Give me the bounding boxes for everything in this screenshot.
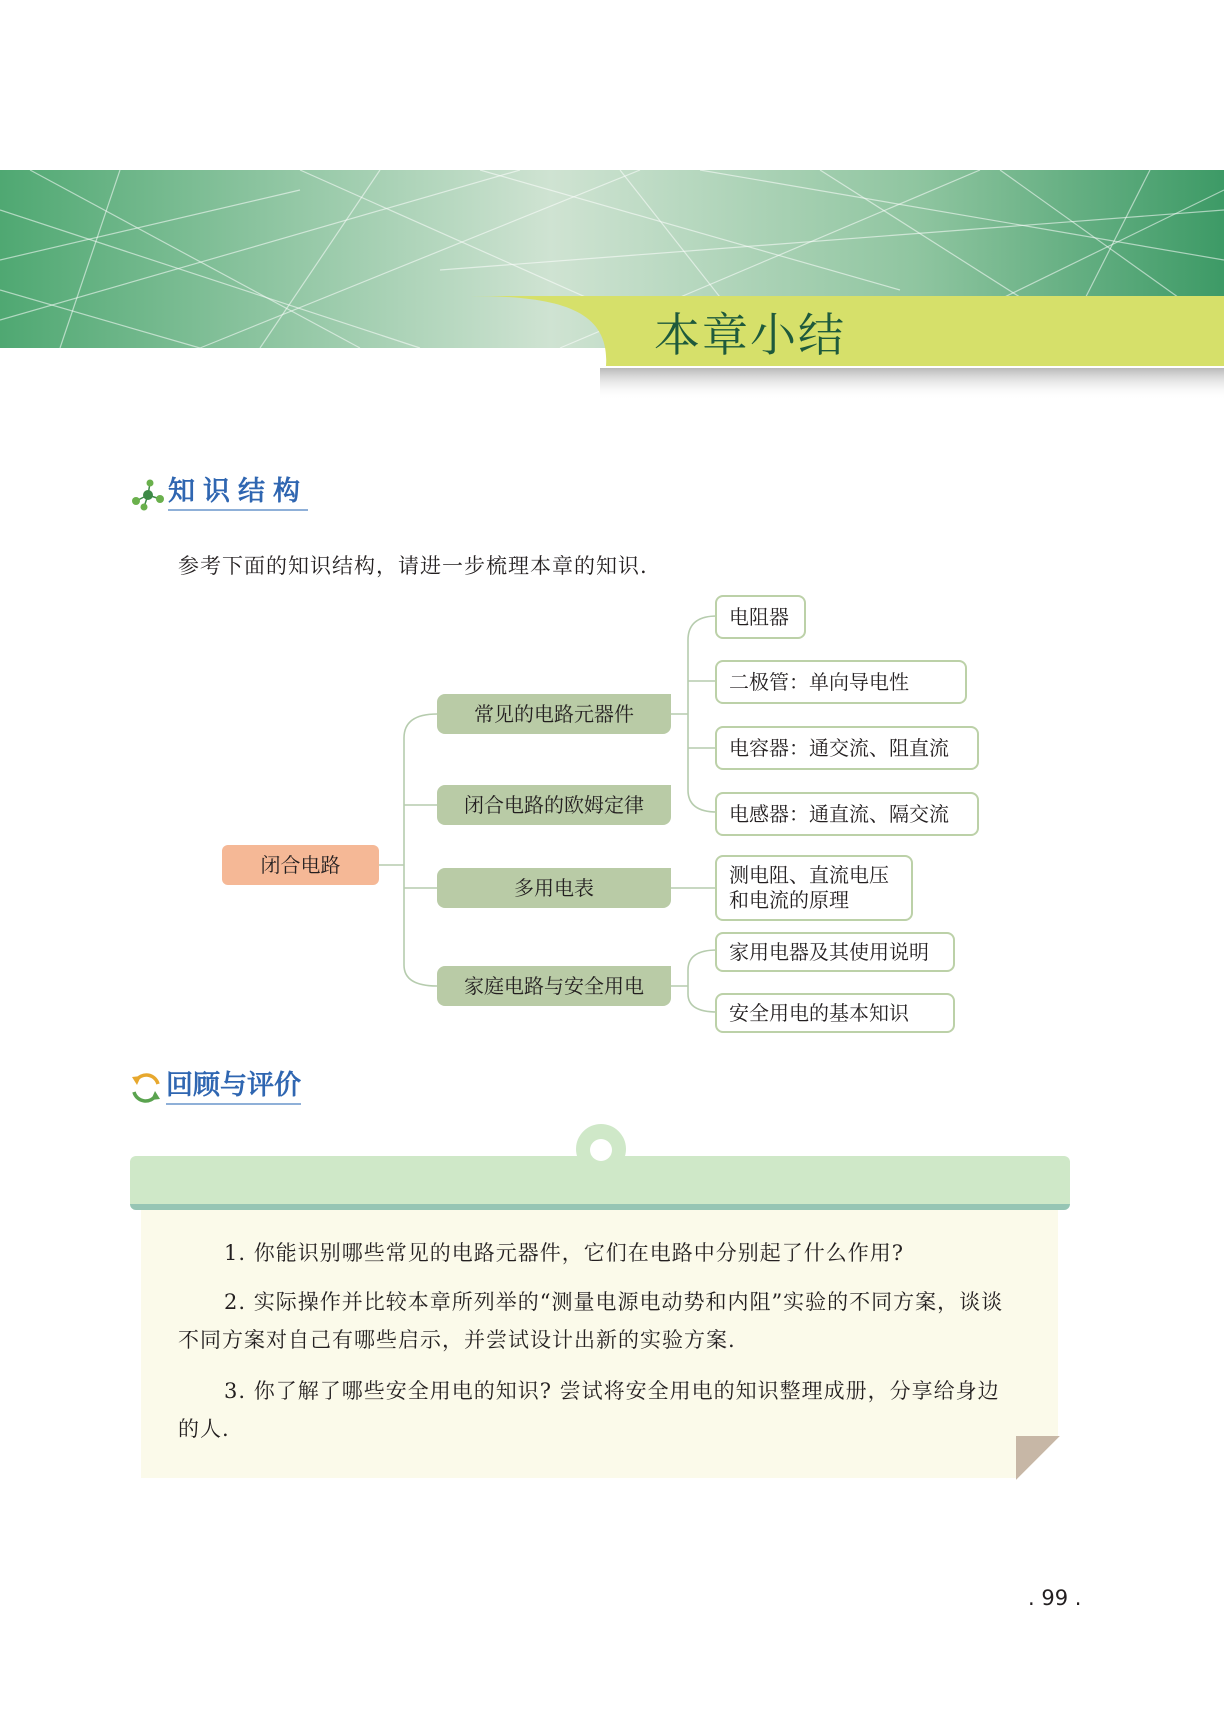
leaf-household-appliances: 家用电器及其使用说明 (715, 932, 955, 972)
section-title: 回顾与评价 (166, 1071, 301, 1105)
leaf-electrical-safety: 安全用电的基本知识 (715, 993, 955, 1033)
molecule-icon (128, 479, 168, 511)
branch-multimeter: 多用电表 (437, 868, 671, 908)
leaf-inductor: 电感器：通直流、隔交流 (715, 792, 979, 836)
section-title: 知识结构 (168, 477, 308, 511)
chapter-banner (0, 170, 1224, 400)
branch-ohms-law: 闭合电路的欧姆定律 (437, 785, 671, 825)
mindmap-root: 闭合电路 (222, 845, 379, 885)
review-question: 2. 实际操作并比较本章所列举的“测量电源电动势和内阻”实验的不同方案，谈谈不同方案对自己有哪些启示，并尝试设计出新的实验方案. (178, 1290, 1004, 1352)
card-tab-hole (590, 1139, 612, 1161)
review-question: 1. 你能识别哪些常见的电路元器件，它们在电路中分别起了什么作用? (224, 1241, 904, 1265)
section-heading-knowledge (128, 477, 308, 511)
refresh-icon (128, 1071, 164, 1105)
intro-text: 参考下面的知识结构，请进一步梳理本章的知识. (178, 554, 648, 578)
leaf-diode: 二极管：单向导电性 (715, 660, 967, 704)
leaf-resistor: 电阻器 (715, 595, 806, 639)
section-heading-review (128, 1071, 301, 1105)
chapter-title: 本章小结 (654, 308, 846, 362)
review-question: 3. 你了解了哪些安全用电的知识? 尝试将安全用电的知识整理成册，分享给身边的人. (178, 1379, 1000, 1441)
leaf-capacitor: 电容器：通交流、阻直流 (715, 726, 979, 770)
branch-components: 常见的电路元器件 (437, 694, 671, 734)
page-number: . 99 . (1028, 1586, 1082, 1610)
leaf-line: 测电阻、直流电压 (729, 863, 889, 887)
leaf-multimeter-principle (715, 855, 913, 921)
branch-household-safety: 家庭电路与安全用电 (437, 966, 671, 1006)
folded-corner (1016, 1436, 1060, 1480)
review-card-header (130, 1156, 1070, 1210)
leaf-line: 和电流的原理 (729, 888, 849, 912)
